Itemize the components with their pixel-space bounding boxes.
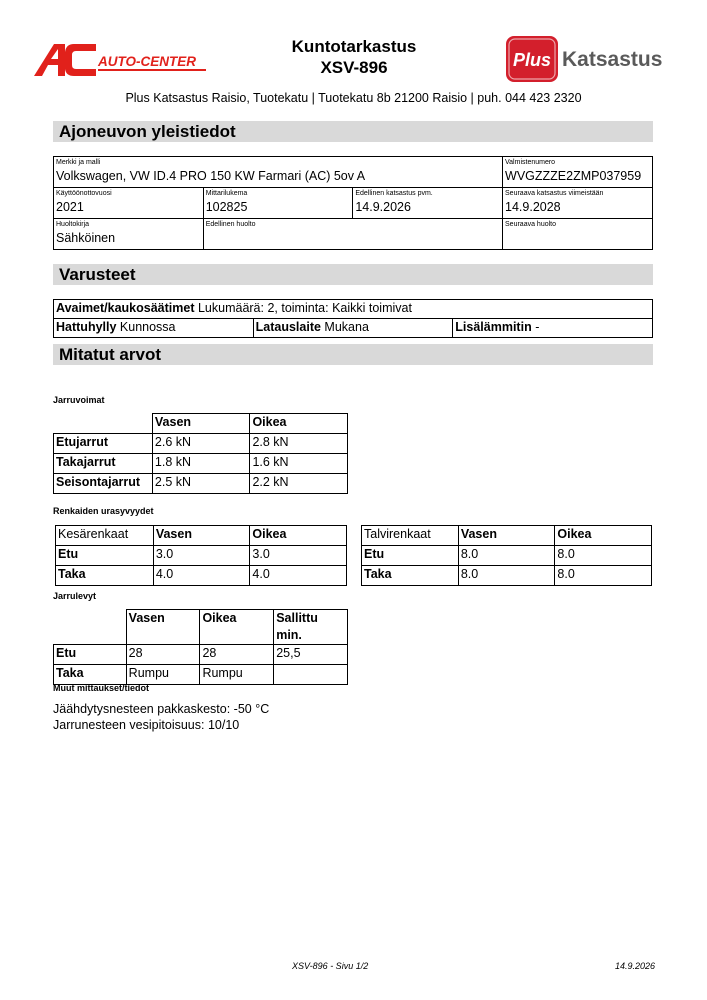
parcel-shelf-cell: Hattuhylly Kunnossa — [54, 319, 254, 338]
section-measured: Mitatut arvot — [53, 344, 653, 365]
title-plate: XSV-896 — [320, 58, 388, 77]
next-inspection-value: 14.9.2028 — [505, 200, 561, 214]
charger-cell: Latauslaite Mukana — [253, 319, 453, 338]
odometer-value: 102825 — [205, 200, 248, 214]
make-value: Volkswagen, VW ID.4 PRO 150 KW Farmari (AC) 5ov A — [56, 169, 366, 183]
prev-inspection-value: 14.9.2026 — [355, 200, 411, 214]
vehicle-info-table — [53, 156, 653, 250]
auto-center-logo-text: AUTO-CENTER — [98, 54, 197, 69]
brakes-subtitle: Jarruvoimat — [53, 395, 105, 405]
plus-katsastus-logo — [506, 36, 672, 82]
plus-logo-text: Katsastus — [562, 48, 663, 71]
table-row: Etujarrut 2.6 kN 2.8 kN — [54, 434, 348, 454]
table-row: Etu 3.0 3.0 — [56, 546, 347, 566]
table-row: Etu 8.0 8.0 — [362, 546, 652, 566]
other-subtitle: Muut mittaukset/tiedot — [53, 683, 149, 693]
section-vehicle-info: Ajoneuvon yleistiedot — [53, 121, 653, 142]
brake-force-table: Vasen Oikea Etujarrut 2.6 kN 2.8 kN Takajarrut 1.8 kN 1.6 kN Seisontajarrut 2.5 kN 2.2 kN — [53, 413, 348, 494]
next-service-cell: Seuraava huolto — [503, 219, 653, 250]
vin-cell: Valmistenumero WVGZZZE2ZMP037959 — [503, 157, 653, 188]
year-cell: Käyttöönottovuosi 2021 — [54, 188, 204, 219]
winter-tires-table: Talvirenkaat Vasen Oikea Etu 8.0 8.0 Taka 8.0 8.0 — [361, 525, 652, 586]
table-row: Taka Rumpu Rumpu — [54, 665, 348, 685]
brake-fluid-note: Jarrunesteen vesipitoisuus: 10/10 — [53, 718, 240, 732]
service-book-cell: Huoltokirja Sähköinen — [54, 219, 204, 250]
plus-logo-badge-text: Plus — [512, 50, 552, 70]
odometer-cell: Mittarilukema 102825 — [203, 188, 353, 219]
footer-page-info: XSV-896 - Sivu 1/2 — [292, 961, 369, 971]
address-line: Plus Katsastus Raisio, Tuotekatu | Tuotekatu 8b 21200 Raisio | puh. 044 423 2320 — [125, 91, 582, 105]
summer-tires-table: Kesärenkaat Vasen Oikea Etu 3.0 3.0 Taka 4.0 4.0 — [55, 525, 347, 586]
brake-discs-table: Vasen Oikea Sallittu min. Etu 28 28 25,5 Taka Rumpu Rumpu — [53, 609, 348, 685]
section-equipment: Varusteet — [53, 264, 653, 285]
table-row: Takajarrut 1.8 kN 1.6 kN — [54, 454, 348, 474]
year-value: 2021 — [56, 200, 84, 214]
title-line-1: Kuntotarkastus — [291, 37, 417, 56]
keys-cell: Avaimet/kaukosäätimet Lukumäärä: 2, toiminta: Kaikki toimivat — [54, 300, 653, 319]
table-row: Seisontajarrut 2.5 kN 2.2 kN — [54, 474, 348, 494]
auto-center-logo — [34, 42, 209, 82]
coolant-note: Jäähdytysnesteen pakkaskesto: -50 °C — [53, 702, 270, 716]
table-row: Etu 28 28 25,5 — [54, 645, 348, 665]
discs-subtitle: Jarrulevyt — [53, 591, 97, 601]
service-book-value: Sähköinen — [56, 231, 116, 245]
document-title — [254, 36, 454, 78]
equipment-table — [53, 299, 653, 338]
prev-inspection-cell: Edellinen katsastus pvm. 14.9.2026 — [353, 188, 503, 219]
heater-cell: Lisälämmitin - — [453, 319, 653, 338]
next-inspection-cell: Seuraava katsastus viimeistään 14.9.2028 — [503, 188, 653, 219]
prev-service-cell: Edellinen huolto — [203, 219, 502, 250]
vin-value: WVGZZZE2ZMP037959 — [505, 169, 642, 183]
table-row: Taka 4.0 4.0 — [56, 566, 347, 586]
tires-subtitle: Renkaiden urasyvyydet — [53, 506, 154, 516]
footer-date: 14.9.2026 — [615, 961, 656, 971]
table-row: Taka 8.0 8.0 — [362, 566, 652, 586]
make-cell: Merkki ja malli Volkswagen, VW ID.4 PRO 150 KW Farmari (AC) 5ov A — [54, 157, 503, 188]
